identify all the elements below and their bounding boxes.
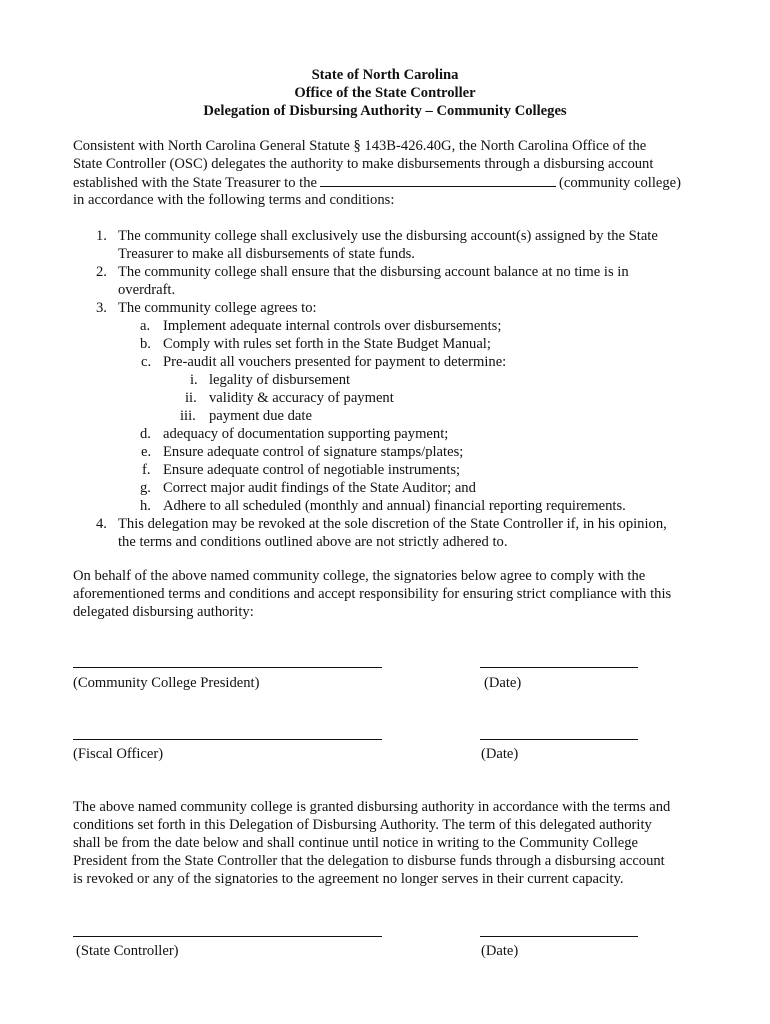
term-3e: Ensure adequate control of signature stamps/plates;: [163, 444, 464, 460]
president-date-line[interactable]: [480, 667, 638, 668]
controller-date-label: (Date): [481, 943, 519, 959]
fiscal-signature-line[interactable]: [73, 739, 382, 740]
controller-label: (State Controller): [76, 943, 179, 959]
fiscal-date-label: (Date): [481, 746, 519, 762]
controller-signature-line[interactable]: [73, 936, 382, 937]
term-4-text: This delegation may be revoked at the sole discretion of the State Controller if, in his opinion,: [118, 516, 667, 532]
term-3a: Implement adequate internal controls over disbursements;: [163, 318, 502, 334]
term-3c-ii: validity & accuracy of payment: [209, 390, 394, 406]
term-4-number: 4.: [96, 516, 107, 532]
term-3d: adequacy of documentation supporting payment;: [163, 426, 449, 442]
term-3-number: 3.: [96, 300, 107, 316]
intro-paragraph: Consistent with North Carolina General Statute § 143B-426.40G, the North Carolina Office of the State Controller (OSC) delegates the authority to make disbursements through a disbursing account established with the State Treasurer to the (community college) in accordance with the following terms and conditions:: [73, 138, 681, 208]
term-3c: Pre-audit all vouchers presented for payment to determine:: [163, 354, 507, 370]
heading-title: Delegation of Disbursing Authority – Community Colleges: [203, 103, 567, 119]
term-2-number: 2.: [96, 264, 107, 280]
term-3g: Correct major audit findings of the State Auditor; and: [163, 480, 476, 496]
president-label: (Community College President): [73, 675, 260, 691]
term-3h: Adhere to all scheduled (monthly and annual) financial reporting requirements.: [163, 498, 626, 514]
term-2-text: The community college shall ensure that the disbursing account balance at no time is in: [118, 264, 629, 280]
document-page: State of North Carolina Office of the State Controller Delegation of Disbursing Authority – Community Colleges Consistent with North Carolina General Statute § 143B-426.40G, the North Carolina Office of the State Controller (OSC) delegates the authority to make disbursements through a disbursing account established with the State Treasurer to the (community college) in accordance with the following terms and conditions: 1. The community college shall exclusively use the disbursing account(s) assigned by the State Treasurer to make all disbursements of state funds. 2. The community college shall ensure that the disbursing account balance at no time is in overdraft. 3. The community college agrees to: a. Implement adequate internal controls over disbursements; b. Comply with rules set forth in the State Budget Manual; c. Pre-audit all vouchers presented for payment to determine: i. legality of disbursement ii. validity & accuracy of payment iii. payment due date d. adequacy of documentation supporting payment; e. Ensure adequate control of signature stamps/plates; f. Ensure adequate control of negotiable instruments; g. Correct major audit findings of the State Auditor; and h. Adhere to all scheduled (monthly and annual) financial reporting requirements. 4. This delegation may be revoked at the sole discretion of the State Controller if, in his opinion, the terms and conditions outlined above are not strictly adhered to. On behalf of the above named community college, the signatories below agree to comply with the aforementioned terms and conditions and accept responsibility for ensuring strict compliance with this delegated disbursing authority: (Community College President) (Date) (Fiscal Officer) (Date) The above named community college is granted disbursing authority in accordance with the terms and conditions set forth in this Delegation of Disbursing Authority. The term of this delegated authority shall be from the date below and shall continue until notice in writing to the Community College President from the State Controller that the delegation to disburse funds through a disbursing account is revoked or any of the signatories to the agreement no longer serves in their current capacity. (State Controller) (Date): [0, 0, 770, 1024]
community-college-blank[interactable]: [320, 173, 556, 187]
term-3b: Comply with rules set forth in the State Budget Manual;: [163, 336, 491, 352]
president-date-label: (Date): [484, 675, 522, 691]
controller-date-line[interactable]: [480, 936, 638, 937]
granted-paragraph: The above named community college is granted disbursing authority in accordance with the terms and conditions set forth in this Delegation of Disbursing Authority. The term of this delegated authority shall be from the date below and shall continue until notice in writing to the Community College President from the State Controller that the delegation to disburse funds through a disbursing account is revoked or any of the signatories to the agreement no longer serves in their current capacity.: [73, 799, 671, 887]
term-3f: Ensure adequate control of negotiable instruments;: [163, 462, 461, 478]
term-1-number: 1.: [96, 228, 107, 244]
heading-state: State of North Carolina: [311, 67, 459, 83]
behalf-paragraph: On behalf of the above named community college, the signatories below agree to comply with the aforementioned terms and conditions and accept responsibility for ensuring strict compliance with this delegated disbursing authority:: [73, 568, 672, 620]
term-3c-i: legality of disbursement: [209, 372, 351, 388]
heading-office: Office of the State Controller: [294, 85, 476, 101]
president-signature-line[interactable]: [73, 667, 382, 668]
fiscal-label: (Fiscal Officer): [73, 746, 164, 762]
document-heading: [0, 66, 770, 120]
term-1-text: The community college shall exclusively use the disbursing account(s) assigned by the State: [118, 228, 658, 244]
term-3c-iii: payment due date: [209, 408, 312, 424]
term-3-text: The community college agrees to:: [118, 300, 317, 316]
fiscal-date-line[interactable]: [480, 739, 638, 740]
